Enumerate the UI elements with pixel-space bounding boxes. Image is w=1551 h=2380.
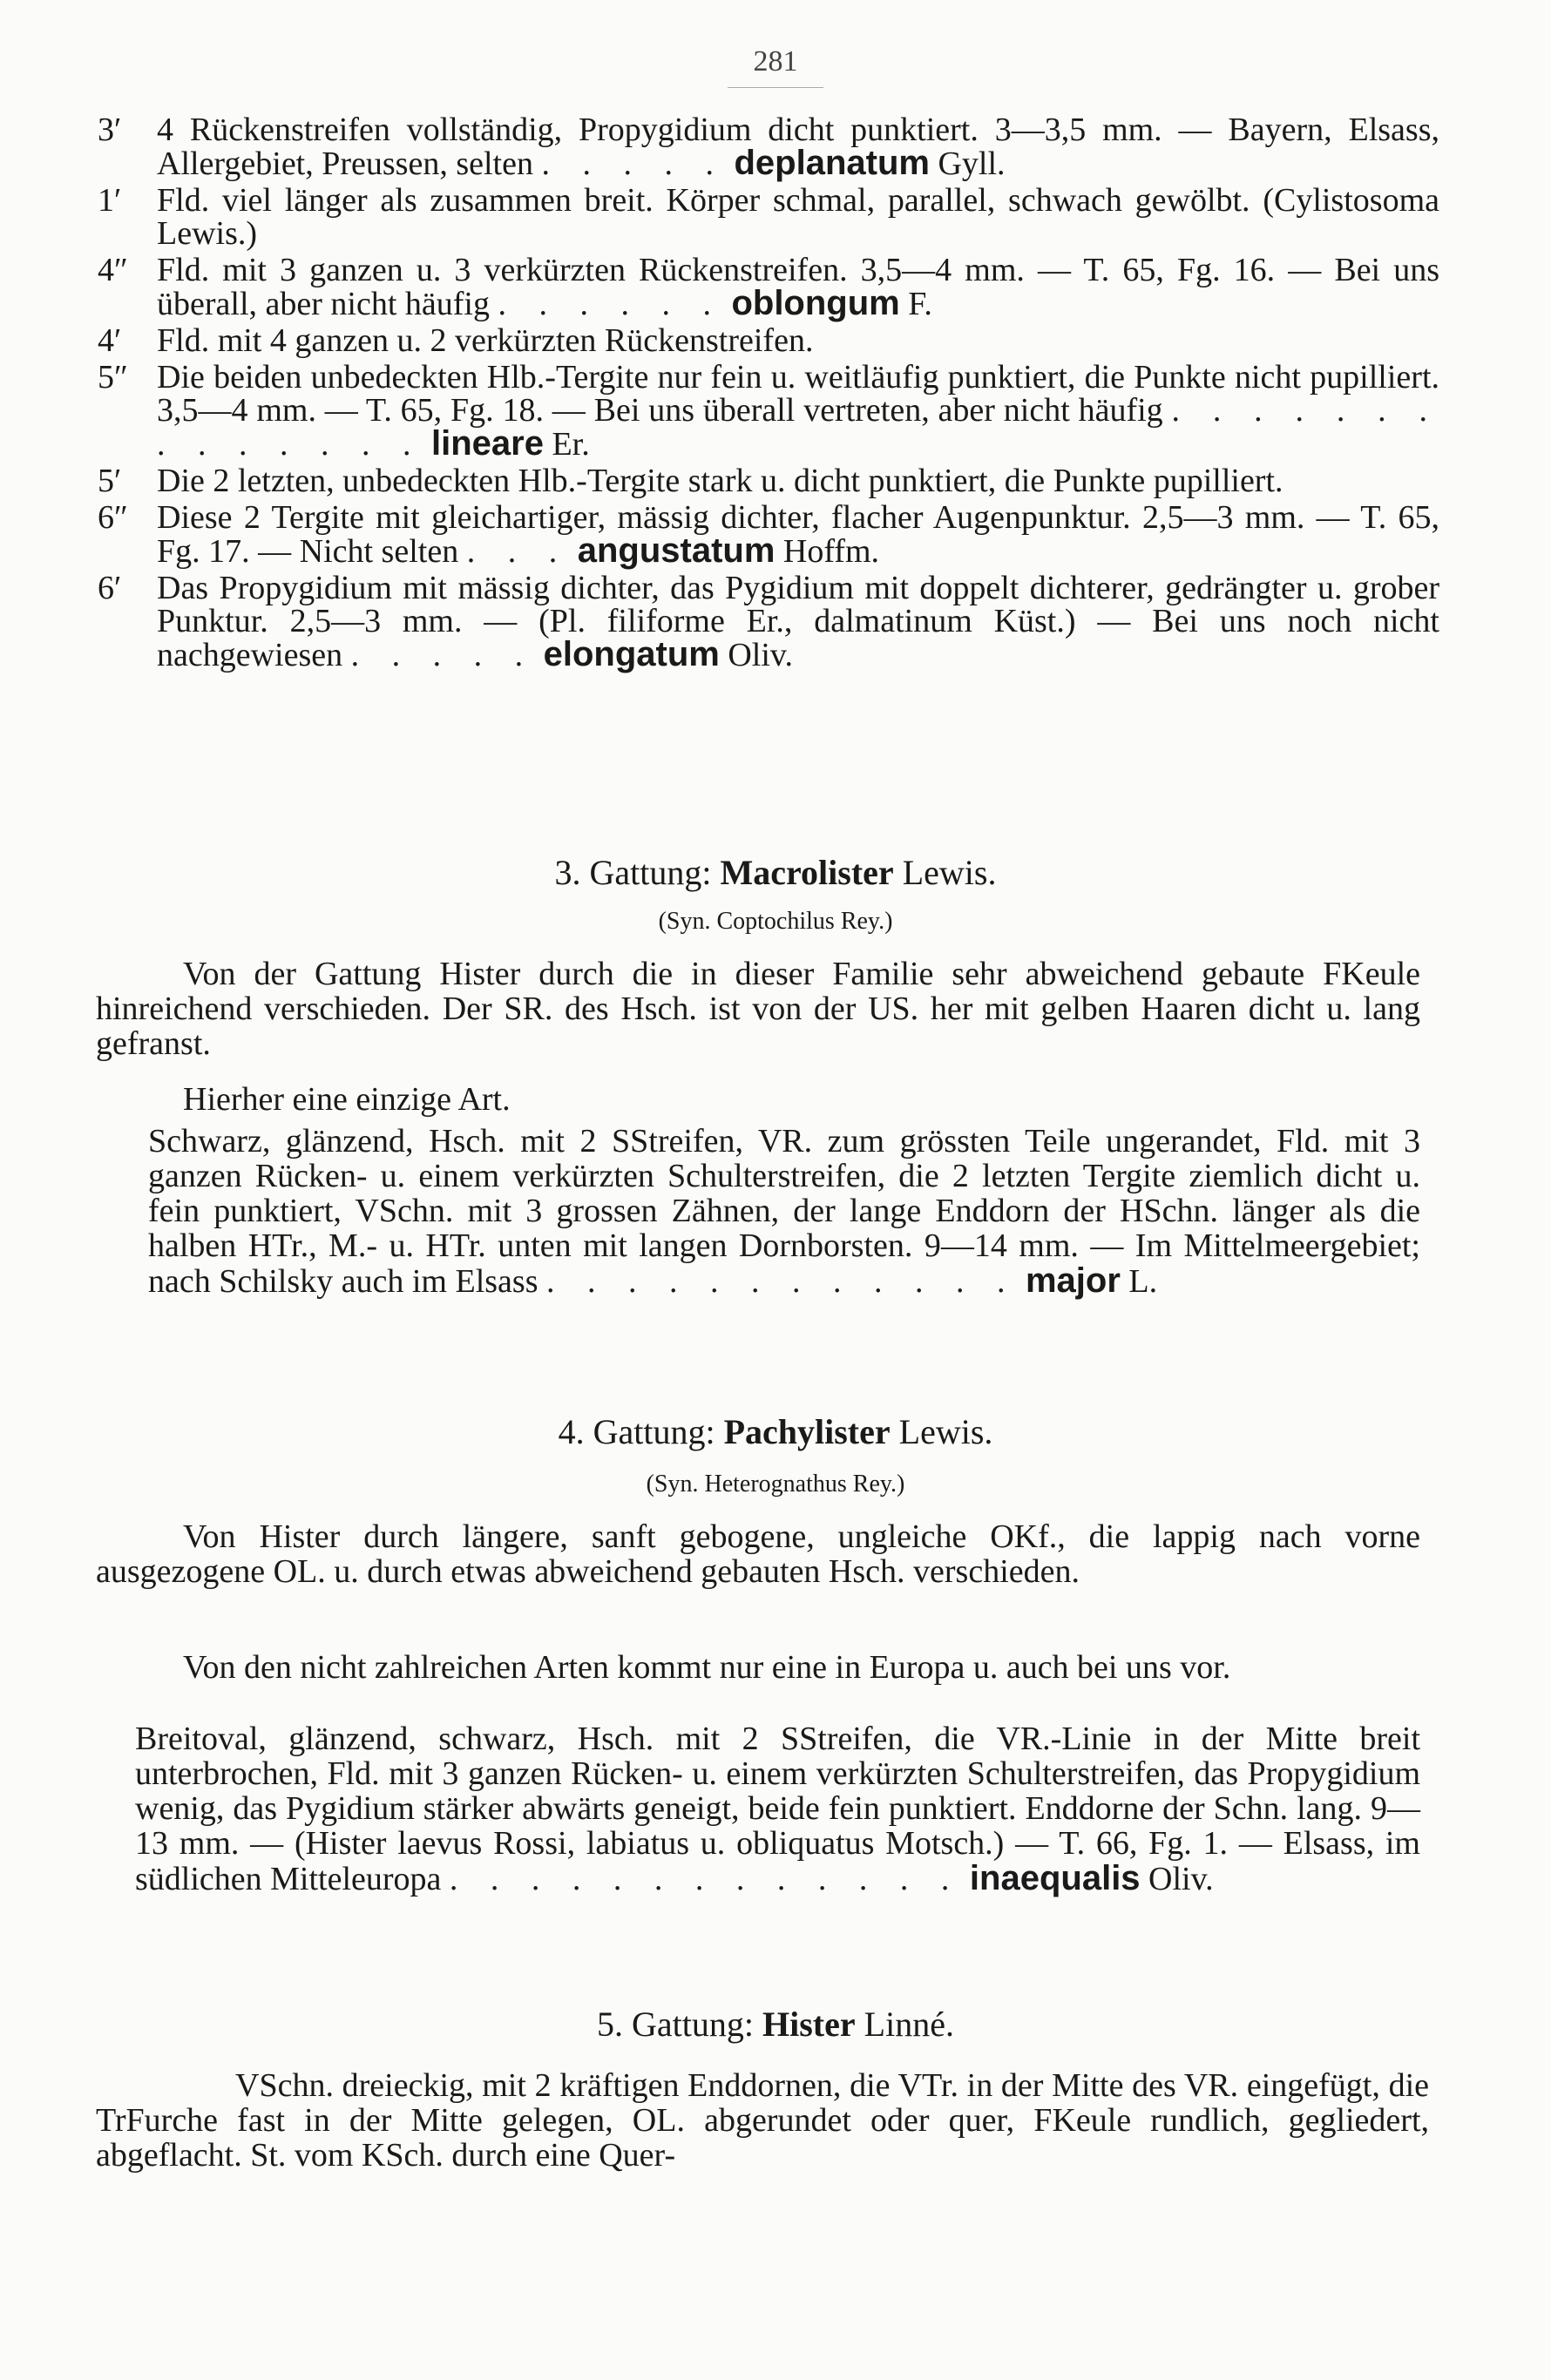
leader-dots: . . . . . . . . . . . . . bbox=[449, 1861, 962, 1897]
key-entry bbox=[98, 361, 1439, 461]
species-name: oblongum bbox=[731, 284, 900, 322]
key-text: Die beiden unbedeckten Hlb.-Tergite nur fein u. weitläufig punktiert, die Punkte nicht pupilliert. 3,5—4 mm. — T. 65, Fg. 18. — Bei uns überall vertreten, aber nicht häufig bbox=[157, 359, 1439, 429]
species-description-text: Schwarz, glänzend, Hsch. mit 2 SStreifen, VR. zum grössten Teile ungerandet, Fld. mit 3 ganzen Rücken- u. einem verkürzten Schulterstreifen, die 2 letzten Tergite ziemlich dicht u. fein punktiert, VSchn. mit 3 grossen Zähnen, der lange Enddorn der HSchn. länger als die halben HTr., M.- u. HTr. unten mit langen Dornborsten. 9—14 mm. — Im Mittelmeergebiet; nach Schilsky auch im Elsass bbox=[148, 1123, 1420, 1300]
key-text: Fld. mit 4 ganzen u. 2 verkürzten Rückenstreifen. bbox=[157, 322, 814, 359]
genus-note bbox=[96, 1082, 1420, 1117]
key-number: 6″ bbox=[98, 499, 128, 536]
genus-name: Pachylister bbox=[723, 1412, 891, 1451]
genus-intro-text: Von der Gattung Hister durch die in dieser Familie sehr abweichend gebaute FKeule hinreichend verschieden. Der SR. des Hsch. ist von der US. her mit gelben Haaren dicht u. lang gefranst. bbox=[96, 956, 1420, 1062]
key-text: Die 2 letzten, unbedeckten Hlb.-Tergite stark u. dicht punktiert, die Punkte pupilliert. bbox=[157, 463, 1283, 499]
key-entry bbox=[98, 254, 1439, 321]
species-author: Gyll. bbox=[938, 145, 1006, 182]
key-number: 1′ bbox=[98, 182, 122, 219]
species-author: Hoffm. bbox=[782, 533, 880, 570]
species-author: L. bbox=[1128, 1263, 1158, 1300]
synonym-line: (Syn. Heterognathus Rey.) bbox=[646, 1471, 905, 1498]
species-name: deplanatum bbox=[734, 144, 930, 182]
key-number: 5″ bbox=[98, 359, 128, 396]
leader-dots: . . . . . bbox=[350, 637, 536, 673]
species-description bbox=[135, 1721, 1420, 1897]
synonym-line: (Syn. Coptochilus Rey.) bbox=[658, 908, 893, 935]
key-number: 4″ bbox=[98, 252, 128, 288]
key-entry bbox=[98, 113, 1439, 180]
genus-intro bbox=[96, 957, 1420, 1061]
leader-dots: . . . . . . . . . . . . bbox=[545, 1263, 1018, 1300]
key-entry bbox=[98, 571, 1439, 672]
genus-heading bbox=[0, 1411, 1551, 1452]
species-description-text: Breitoval, glänzend, schwarz, Hsch. mit 2 SStreifen, die VR.-Linie in der Mitte breit unterbrochen, Fld. mit 3 ganzen Rücken- u. einem verkürzten Schulterstreifen, das Propygidium wenig, das Pygidium stärker abwärts geneigt, beide fein punktiert. Enddorne der Schn. lang. 9—13 mm. — (Hister laevus Rossi, labiatus u. obliquatus Motsch.) — T. 66, Fg. 1. — Elsass, im südlichen Mitteleuropa bbox=[135, 1721, 1420, 1897]
key-number: 4′ bbox=[98, 322, 122, 359]
species-author: Er. bbox=[552, 426, 590, 463]
genus-intro bbox=[96, 2068, 1429, 2173]
genus-number: 4. Gattung: bbox=[558, 1412, 715, 1451]
identification-key bbox=[98, 113, 1439, 675]
leader-dots: . . . . . . bbox=[498, 286, 723, 322]
genus-intro-text: VSchn. dreieckig, mit 2 kräftigen Enddornen, die VTr. in der Mitte des VR. eingefügt, die TrFurche fast in der Mitte gelegen, OL. abgerundet oder quer, FKeule rundlich, gegliedert, abgeflacht. St. vom KSch. durch eine Quer- bbox=[96, 2067, 1429, 2174]
key-entry bbox=[98, 324, 1439, 357]
species-author: Oliv. bbox=[1148, 1861, 1214, 1897]
genus-author: Lewis. bbox=[902, 853, 997, 892]
genus-heading bbox=[0, 852, 1551, 893]
species-name: angustatum bbox=[577, 531, 776, 570]
key-entry bbox=[98, 184, 1439, 250]
page-number: 281 bbox=[753, 45, 798, 78]
species-name: lineare bbox=[431, 424, 544, 463]
genus-note-text: Von den nicht zahlreichen Arten kommt nur eine in Europa u. auch bei uns vor. bbox=[183, 1649, 1231, 1686]
genus-number: 3. Gattung: bbox=[554, 853, 712, 892]
key-text: Diese 2 Tergite mit gleichartiger, mässig dichter, flacher Augenpunktur. 2,5—3 mm. — T. 65, Fg. 17. — Nicht selten bbox=[157, 499, 1439, 570]
key-number: 6′ bbox=[98, 570, 122, 606]
genus-number: 5. Gattung: bbox=[597, 2005, 755, 2044]
leader-dots: . . . . . . . . . . . . . . bbox=[157, 392, 1440, 463]
leader-dots: . . . . . bbox=[541, 145, 726, 182]
species-author: Oliv. bbox=[728, 637, 793, 673]
key-text: Fld. viel länger als zusammen breit. Körper schmal, parallel, schwach gewölbt. (Cylistosoma Lewis.) bbox=[157, 182, 1439, 252]
key-entry bbox=[98, 501, 1439, 568]
species-name: elongatum bbox=[543, 635, 720, 673]
species-name: major bbox=[1025, 1261, 1121, 1300]
species-author: F. bbox=[908, 286, 932, 322]
genus-heading bbox=[0, 2004, 1551, 2045]
genus-intro bbox=[96, 1519, 1420, 1589]
key-text: Das Propygidium mit mässig dichter, das Pygidium mit doppelt dichterer, gedrängter u. grober Punktur. 2,5—3 mm. — (Pl. filiforme Er., dalmatinum Küst.) — Bei uns noch nicht nachgewiesen bbox=[157, 570, 1439, 673]
key-entry bbox=[98, 464, 1439, 497]
key-text: Fld. mit 3 ganzen u. 3 verkürzten Rückenstreifen. 3,5—4 mm. — T. 65, Fg. 16. — Bei uns überall, aber nicht häufig bbox=[157, 252, 1439, 322]
genus-name: Macrolister bbox=[720, 853, 894, 892]
genus-name: Hister bbox=[762, 2005, 856, 2044]
species-name: inaequalis bbox=[969, 1859, 1141, 1897]
genus-note-text: Hierher eine einzige Art. bbox=[183, 1081, 511, 1118]
key-text: 4 Rückenstreifen vollständig, Propygidium dicht punktiert. 3—3,5 mm. — Bayern, Elsass, Allergebiet, Preussen, selten bbox=[157, 112, 1439, 182]
genus-author: Lewis. bbox=[898, 1412, 993, 1451]
key-number: 5′ bbox=[98, 463, 122, 499]
header-rule bbox=[728, 87, 823, 88]
genus-author: Linné. bbox=[864, 2005, 954, 2044]
key-number: 3′ bbox=[98, 112, 122, 148]
genus-note bbox=[96, 1650, 1420, 1685]
species-description bbox=[148, 1124, 1420, 1299]
leader-dots: . . . bbox=[466, 533, 570, 570]
genus-intro-text: Von Hister durch längere, sanft gebogene, ungleiche OKf., die lappig nach vorne ausgezogene OL. u. durch etwas abweichend gebauten Hsch. verschieden. bbox=[96, 1518, 1420, 1590]
